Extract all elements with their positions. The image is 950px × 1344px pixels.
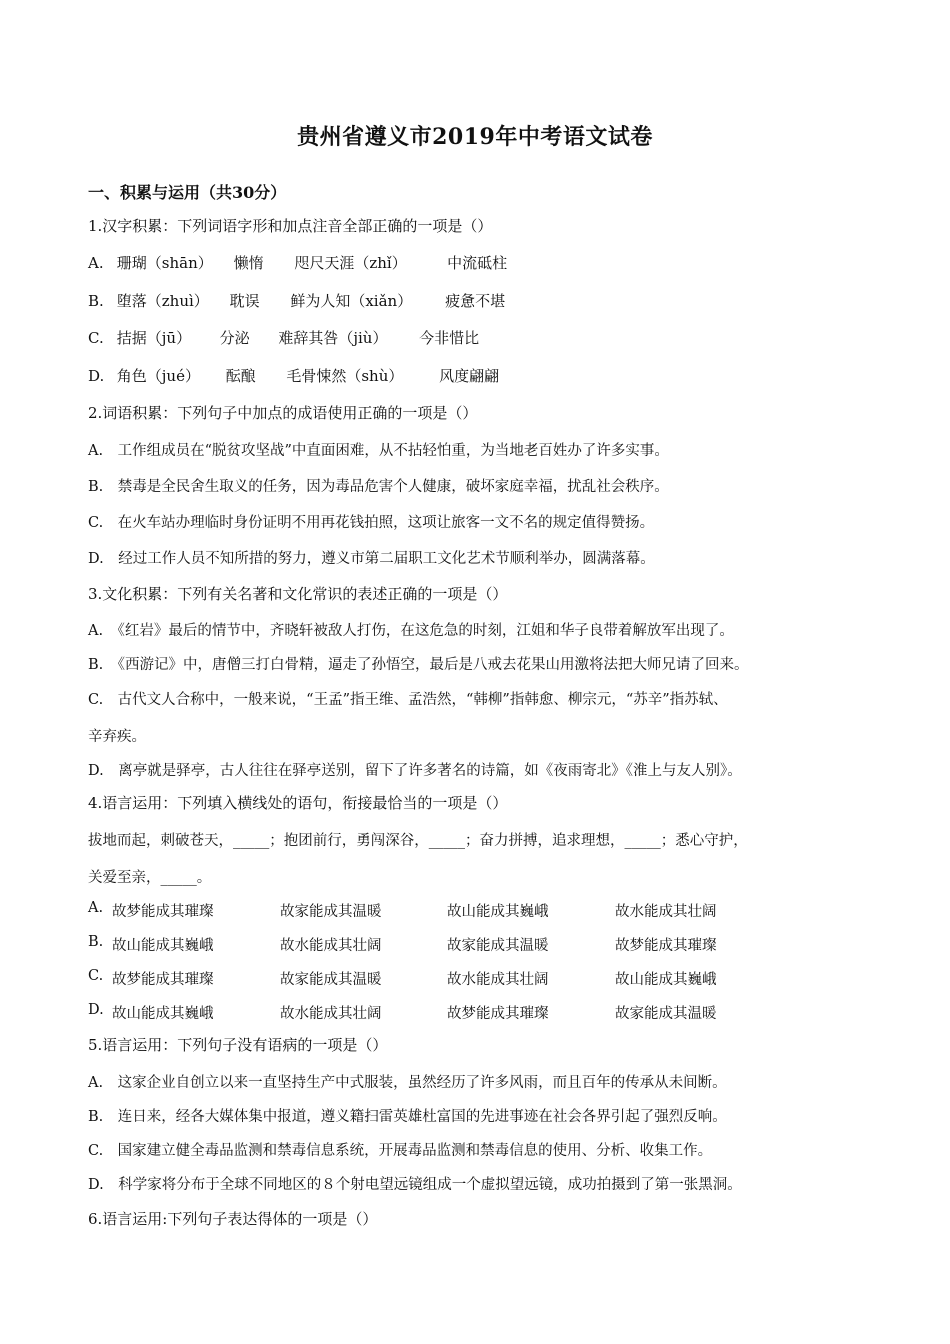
option-label: B. — [88, 934, 104, 950]
question-2-option-c[interactable]: C. 在火车站办理临时身份证明不用再花钱拍照，这项让旅客一文不名的规定值得赞扬。 — [88, 515, 655, 531]
option-item: 故水能成其壮阔 — [447, 972, 549, 988]
question-5-option-b[interactable]: B. 连日来，经各大媒体集中报道，遵义籍扫雷英雄杜富国的先进事迹在社会各界引起了强烈反响。 — [88, 1109, 727, 1125]
question-1-option-d[interactable] — [88, 365, 499, 386]
question-4-option-b[interactable] — [88, 934, 848, 954]
option-item: 角色（jué） — [116, 367, 200, 385]
option-label: C. — [88, 968, 104, 984]
option-item: 酝酿 — [225, 367, 256, 385]
option-item: 堕落（zhuì） — [116, 292, 209, 310]
question-4-option-d[interactable] — [88, 1002, 848, 1022]
option-item: 毛骨悚然（shù） — [286, 367, 404, 385]
question-3-option-b[interactable]: B. 《西游记》中，唐僧三打白骨精，逼走了孙悟空，最后是八戒去花果山用激将法把大师兄请了回来。 — [88, 657, 749, 673]
question-5-option-d[interactable]: D. 科学家将分布于全球不同地区的８个射电望远镜组成一个虚拟望远镜，成功拍摄到了第一张黑洞。 — [88, 1177, 742, 1193]
question-3-option-d[interactable]: D. 离亭就是驿亭，古人往往在驿亭送别，留下了许多著名的诗篇，如《夜雨寄北》《淮上与友人别》。 — [88, 763, 742, 779]
option-item: 今非惜比 — [419, 329, 480, 347]
option-item: 故水能成其壮阔 — [615, 904, 717, 920]
option-item: 故家能成其温暖 — [280, 904, 382, 920]
option-item: 中流砥柱 — [447, 254, 508, 272]
option-item: 故家能成其温暖 — [615, 1006, 717, 1022]
option-item: 故水能成其壮阔 — [280, 1006, 382, 1022]
option-item: 故家能成其温暖 — [447, 938, 549, 954]
question-4-stem: 4.语言运用：下列填入横线处的语句，衔接最恰当的一项是（） — [88, 794, 508, 812]
question-3-option-c[interactable]: C. 古代文人合称中，一般来说，“王孟”指王维、孟浩然，“韩柳”指韩愈、柳宗元，“苏辛”指苏轼、 — [88, 692, 728, 708]
question-1-option-b[interactable] — [88, 290, 505, 311]
option-item: 难辞其咎（jiù） — [278, 329, 388, 347]
option-item: 耽误 — [229, 292, 260, 310]
option-item: 分泌 — [219, 329, 250, 347]
option-label: C. — [88, 329, 104, 347]
option-label: B. — [88, 292, 104, 310]
question-3-option-c-continued: 辛弃疾。 — [88, 729, 146, 745]
option-item: 故梦能成其璀璨 — [112, 904, 214, 920]
option-item: 故梦能成其璀璨 — [112, 972, 214, 988]
option-item: 咫尺天涯（zhǐ） — [294, 254, 407, 272]
option-label: D. — [88, 1002, 104, 1018]
option-label: D. — [88, 367, 105, 385]
question-4-option-a[interactable] — [88, 900, 848, 920]
option-item: 故山能成其巍峨 — [112, 938, 214, 954]
section-heading: 一、积累与运用（共30分） — [88, 183, 287, 202]
option-item: 鲜为人知（xiǎn） — [290, 292, 413, 310]
option-item: 疲惫不堪 — [445, 292, 506, 310]
option-item: 故梦能成其璀璨 — [447, 1006, 549, 1022]
page-title: 贵州省遵义市2019年中考语文试卷 — [297, 124, 653, 150]
question-2-option-a[interactable]: A. 工作组成员在“脱贫攻坚战”中直面困难，从不拈轻怕重，为当地老百姓办了许多实事。 — [88, 443, 669, 459]
question-1-option-c[interactable] — [88, 327, 479, 348]
question-4-passage-line-2: 关爱至亲，_____。 — [88, 870, 212, 886]
option-item: 懒惰 — [233, 254, 264, 272]
option-item: 故梦能成其璀璨 — [615, 938, 717, 954]
question-5-option-c[interactable]: C. 国家建立健全毒品监测和禁毒信息系统，开展毒品监测和禁毒信息的使用、分析、收集工作。 — [88, 1143, 713, 1159]
question-5-option-a[interactable]: A. 这家企业自创立以来一直坚持生产中式服装，虽然经历了许多风雨，而且百年的传承从未间断。 — [88, 1075, 727, 1091]
question-3-stem: 3.文化积累：下列有关名著和文化常识的表述正确的一项是（） — [88, 585, 508, 603]
option-item: 故家能成其温暖 — [280, 972, 382, 988]
question-1-option-a[interactable] — [88, 252, 507, 273]
question-2-stem: 2.词语积累：下列句子中加点的成语使用正确的一项是（） — [88, 404, 478, 422]
question-3-option-a[interactable]: A. 《红岩》最后的情节中，齐晓轩被敌人打伤，在这危急的时刻，江姐和华子良带着解放军出现了。 — [88, 623, 734, 639]
question-6-stem: 6.语言运用:下列句子表达得体的一项是（） — [88, 1210, 378, 1228]
option-item: 珊瑚（shān） — [116, 254, 213, 272]
option-item: 风度翩翩 — [439, 367, 500, 385]
option-item: 故水能成其壮阔 — [280, 938, 382, 954]
option-label: A. — [88, 900, 104, 916]
question-2-option-b[interactable]: B. 禁毒是全民舍生取义的任务，因为毒品危害个人健康，破坏家庭幸福，扰乱社会秩序。 — [88, 479, 669, 495]
option-item: 故山能成其巍峨 — [615, 972, 717, 988]
option-item: 故山能成其巍峨 — [447, 904, 549, 920]
option-item: 拮据（jū） — [116, 329, 192, 347]
option-item: 故山能成其巍峨 — [112, 1006, 214, 1022]
question-4-option-c[interactable] — [88, 968, 848, 988]
question-2-option-d[interactable]: D. 经过工作人员不知所措的努力，遵义市第二届职工文化艺术节顺利举办，圆满落幕。 — [88, 551, 655, 567]
option-label: A. — [88, 254, 104, 272]
question-1-stem: 1.汉字积累：下列词语字形和加点注音全部正确的一项是（） — [88, 217, 493, 235]
question-5-stem: 5.语言运用：下列句子没有语病的一项是（） — [88, 1036, 388, 1054]
question-4-passage-line-1: 拔地而起，刺破苍天，_____；抱团前行，勇闯深谷，_____；奋力拼搏，追求理想，_____；悉心守护， — [88, 833, 748, 849]
